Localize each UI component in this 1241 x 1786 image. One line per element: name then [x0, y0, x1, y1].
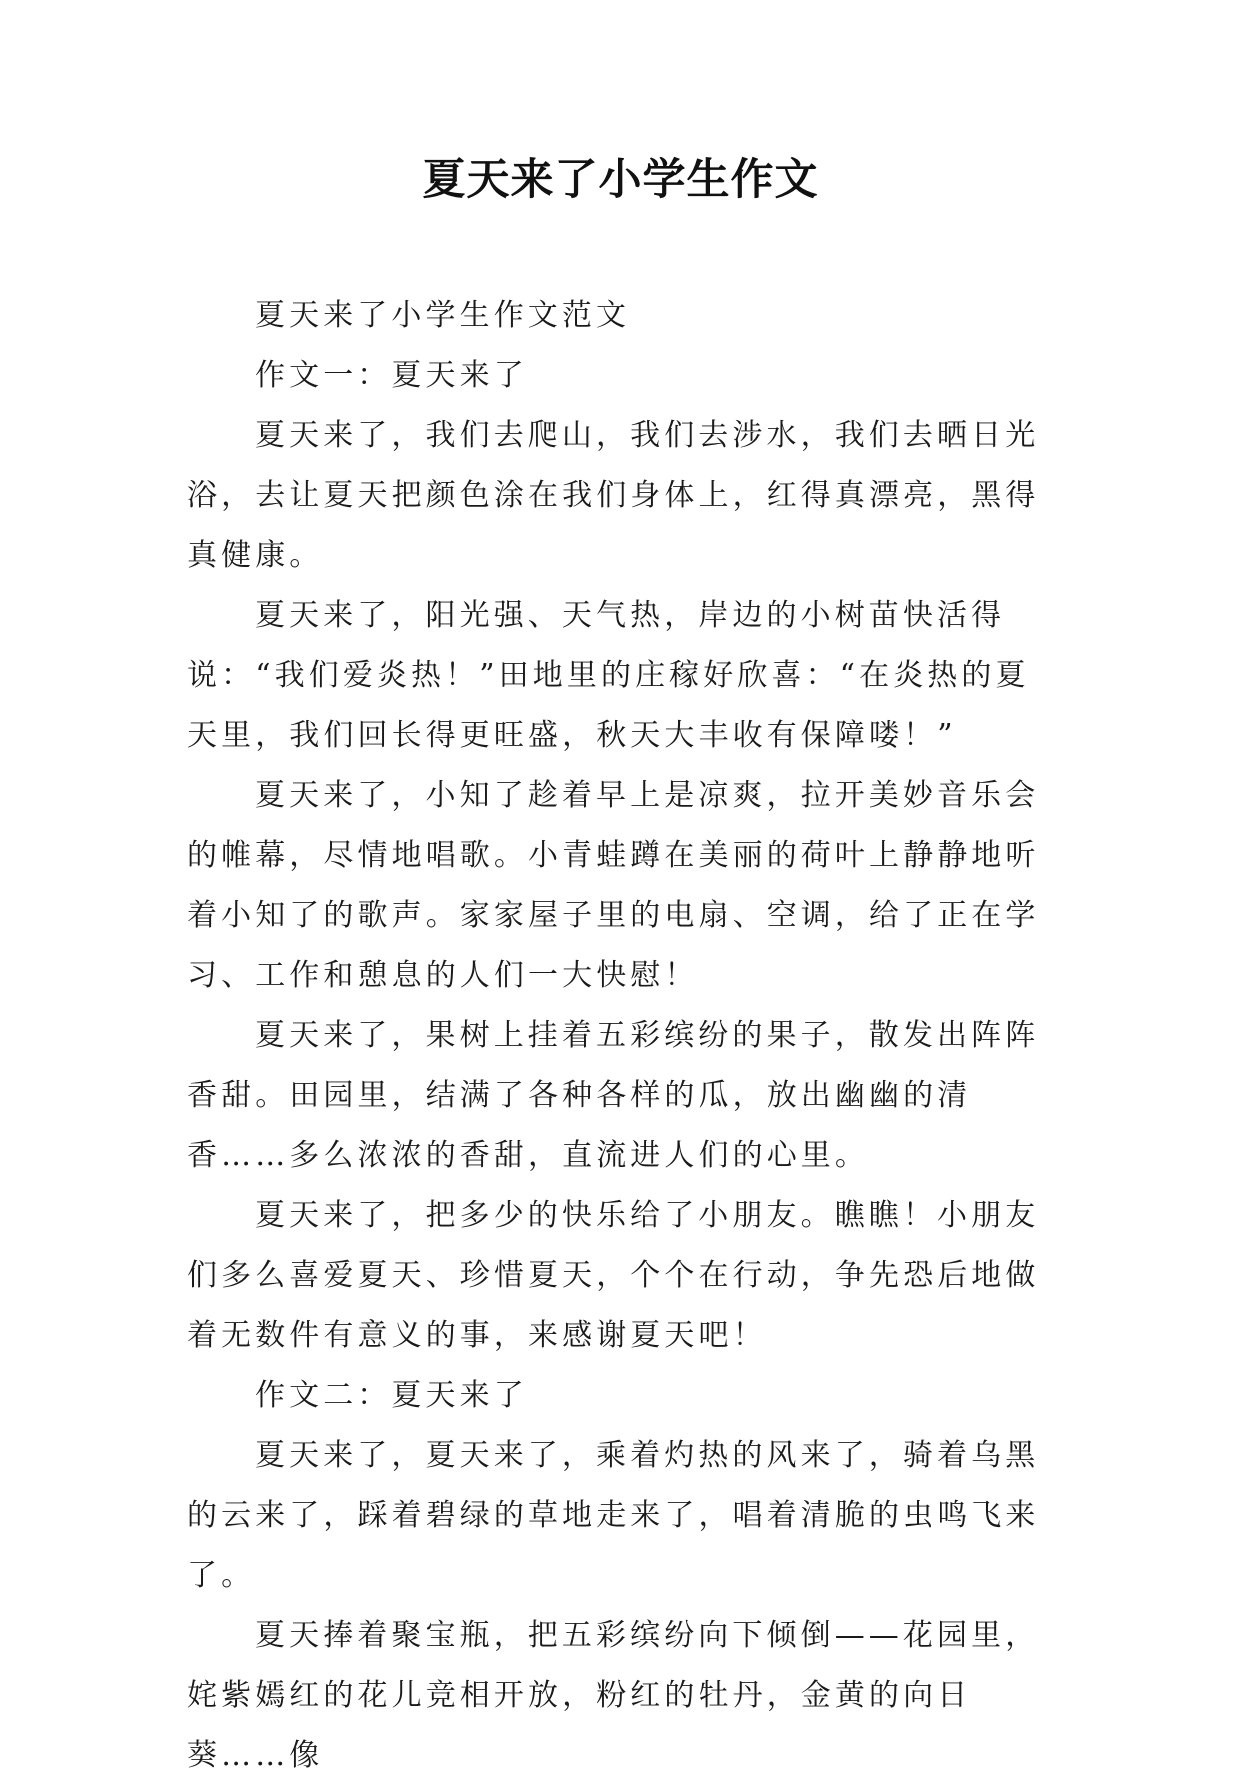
subtitle-line: 夏天来了小学生作文范文: [255, 298, 631, 333]
essay-one-heading: 作文一：夏天来了: [255, 358, 528, 393]
paragraph: 夏天来了，夏天来了，乘着灼热的风来了，骑着乌黑的云来了，踩着碧绿的草地走来了，唱着清脆的虫鸣飞来了。: [187, 1438, 1040, 1593]
paragraph: 夏天来了，果树上挂着五彩缤纷的果子，散发出阵阵香甜。田园里，结满了各种各样的瓜，放出幽幽的清香……多么浓浓的香甜，直流进人们的心里。: [187, 1018, 1040, 1173]
document-body: [187, 286, 1060, 1786]
paragraph: 夏天来了，我们去爬山，我们去涉水，我们去晒日光浴，去让夏天把颜色涂在我们身体上，红得真漂亮，黑得真健康。: [187, 418, 1040, 573]
paragraph: 夏天来了，小知了趁着早上是凉爽，拉开美妙音乐会的帷幕，尽情地唱歌。小青蛙蹲在美丽的荷叶上静静地听着小知了的歌声。家家屋子里的电扇、空调，给了正在学习、工作和憩息的人们一大快慰！: [187, 778, 1040, 993]
essay-two-heading: 作文二：夏天来了: [255, 1378, 528, 1413]
document-title: 夏天来了小学生作文: [422, 155, 819, 205]
paragraph: 夏天来了，把多少的快乐给了小朋友。瞧瞧！小朋友们多么喜爱夏天、珍惜夏天，个个在行动，争先恐后地做着无数件有意义的事，来感谢夏天吧！: [187, 1198, 1040, 1353]
paragraph: 夏天捧着聚宝瓶，把五彩缤纷向下倾倒——花园里，姹紫嫣红的花儿竞相开放，粉红的牡丹，金黄的向日葵……像: [187, 1618, 1040, 1773]
paragraph: 夏天来了，阳光强、天气热，岸边的小树苗快活得说：“我们爱炎热！”田地里的庄稼好欣喜：“在炎热的夏天里，我们回长得更旺盛，秋天大丰收有保障喽！”: [187, 598, 1030, 753]
